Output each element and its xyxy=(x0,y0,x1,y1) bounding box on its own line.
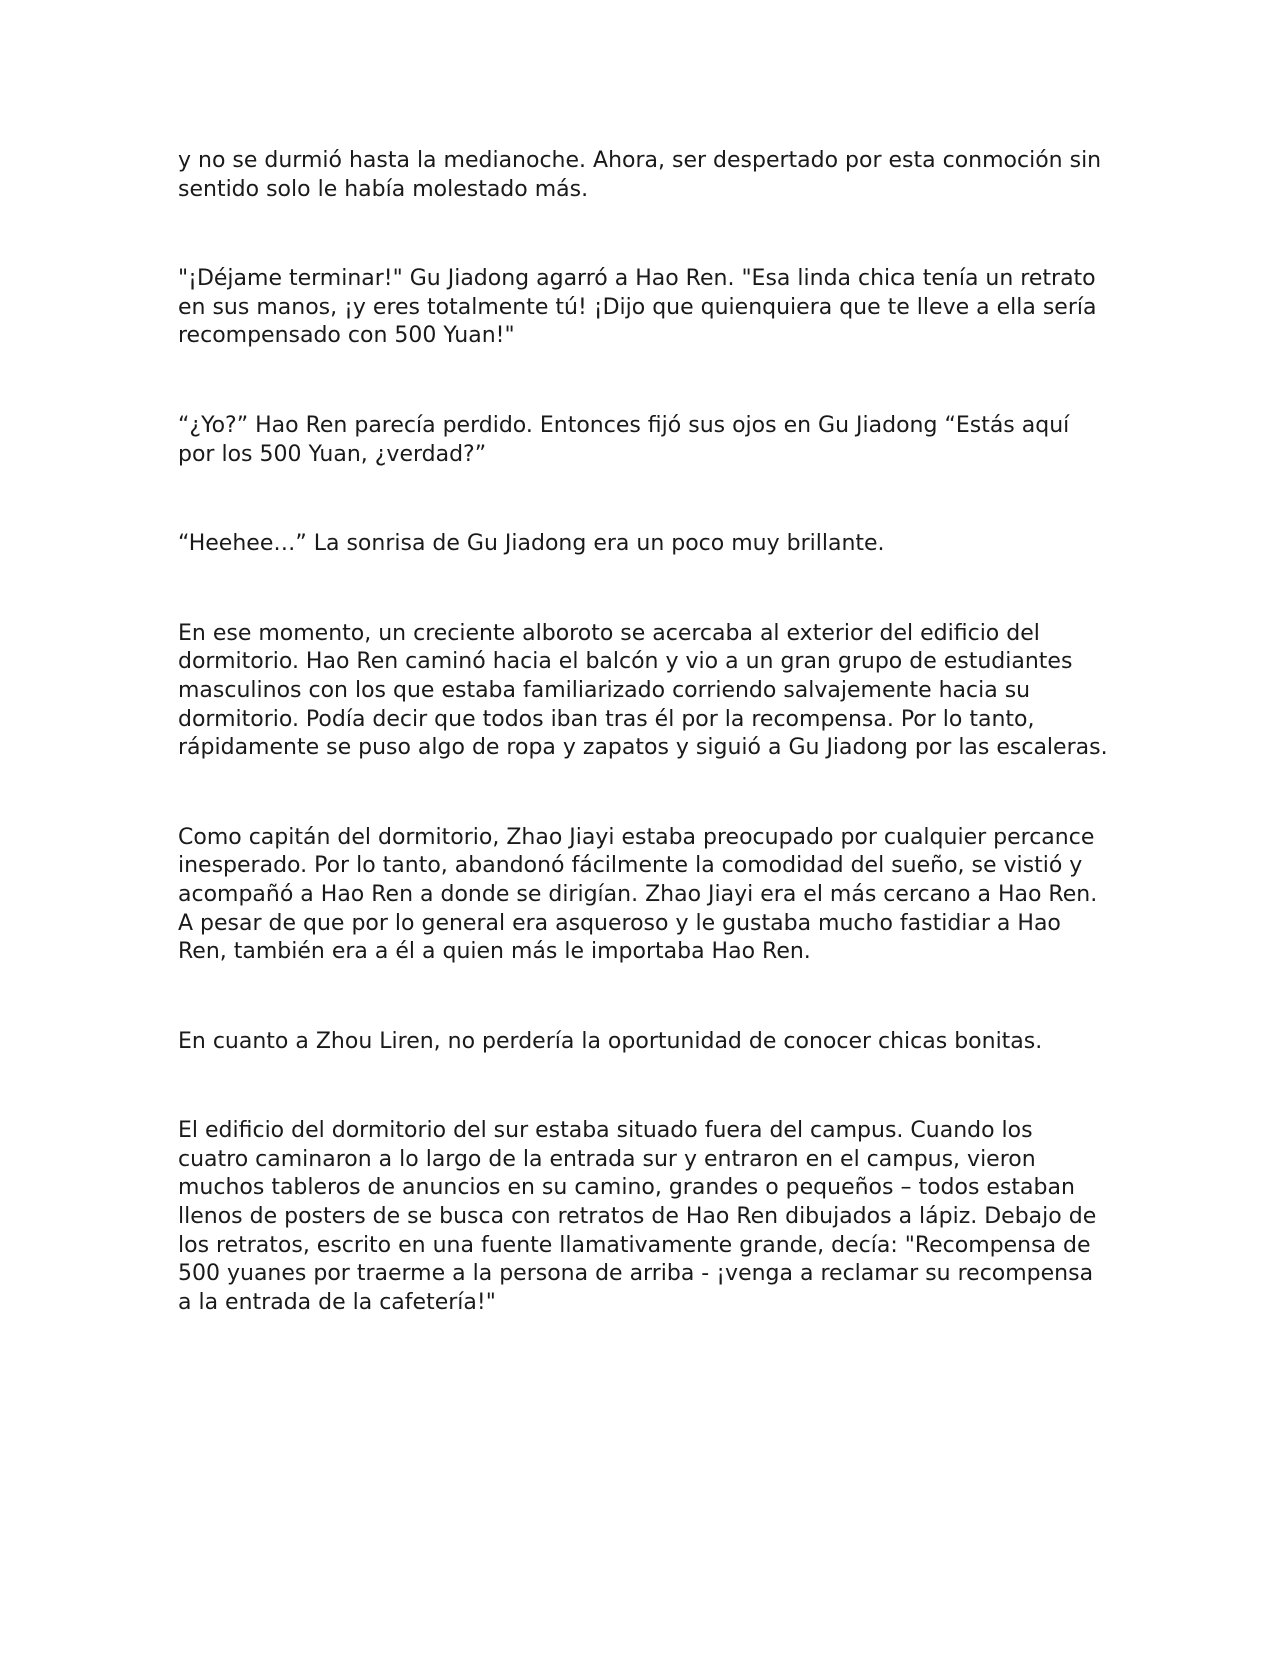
paragraph-4: “Heehee…” La sonrisa de Gu Jiadong era un poco muy brillante. xyxy=(178,531,885,557)
paragraph-5: En ese momento, un creciente alboroto se acercaba al exterior del edificio del dormitorio. Hao Ren caminó hacia el balcón y vio a un gran grupo de estudiantes masculinos con los que estaba familiarizado corriendo salvajemente hacia su dormitorio. Podía decir que todos iban tras él por la recompensa. Por lo tanto, rápidamente se puso algo de ropa y zapatos y siguió a Gu Jiadong por las escaleras. xyxy=(178,620,1108,761)
document-body xyxy=(178,147,1108,1317)
paragraph-7: En cuanto a Zhou Liren, no perdería la oportunidad de conocer chicas bonitas. xyxy=(178,1028,1043,1054)
paragraph-6: Como capitán del dormitorio, Zhao Jiayi estaba preocupado por cualquier percance inesperado. Por lo tanto, abandonó fácilmente la comodidad del sueño, se vistió y acompañó a Hao Ren a donde se dirigían. Zhao Jiayi era el más cercano a Hao Ren. A pesar de que por lo general era asqueroso y le gustaba mucho fastidiar a Hao Ren, también era a él a quien más le importaba Hao Ren. xyxy=(178,824,1098,965)
paragraph-2: "¡Déjame terminar!" Gu Jiadong agarró a Hao Ren. "Esa linda chica tenía un retrato en sus manos, ¡y eres totalmente tú! ¡Dijo que quienquiera que te lleve a ella sería recompensado con 500 Yuan!" xyxy=(178,266,1097,349)
paragraph-8: El edificio del dormitorio del sur estaba situado fuera del campus. Cuando los cuatro caminaron a lo largo de la entrada sur y entraron en el campus, vieron muchos tableros de anuncios en su camino, grandes o pequeños – todos estaban llenos de posters de se busca con retratos de Hao Ren dibujados a lápiz. Debajo de los retratos, escrito en una fuente llamativamente grande, decía: "Recompensa de 500 yuanes por traerme a la persona de arriba - ¡venga a reclamar su recompensa a la entrada de la cafetería!" xyxy=(178,1118,1097,1315)
paragraph-3: “¿Yo?” Hao Ren parecía perdido. Entonces fijó sus ojos en Gu Jiadong “Estás aquí por los 500 Yuan, ¿verdad?” xyxy=(178,412,1070,467)
paragraph-1: y no se durmió hasta la medianoche. Ahora, ser despertado por esta conmoción sin sentido solo le había molestado más. xyxy=(178,148,1102,202)
